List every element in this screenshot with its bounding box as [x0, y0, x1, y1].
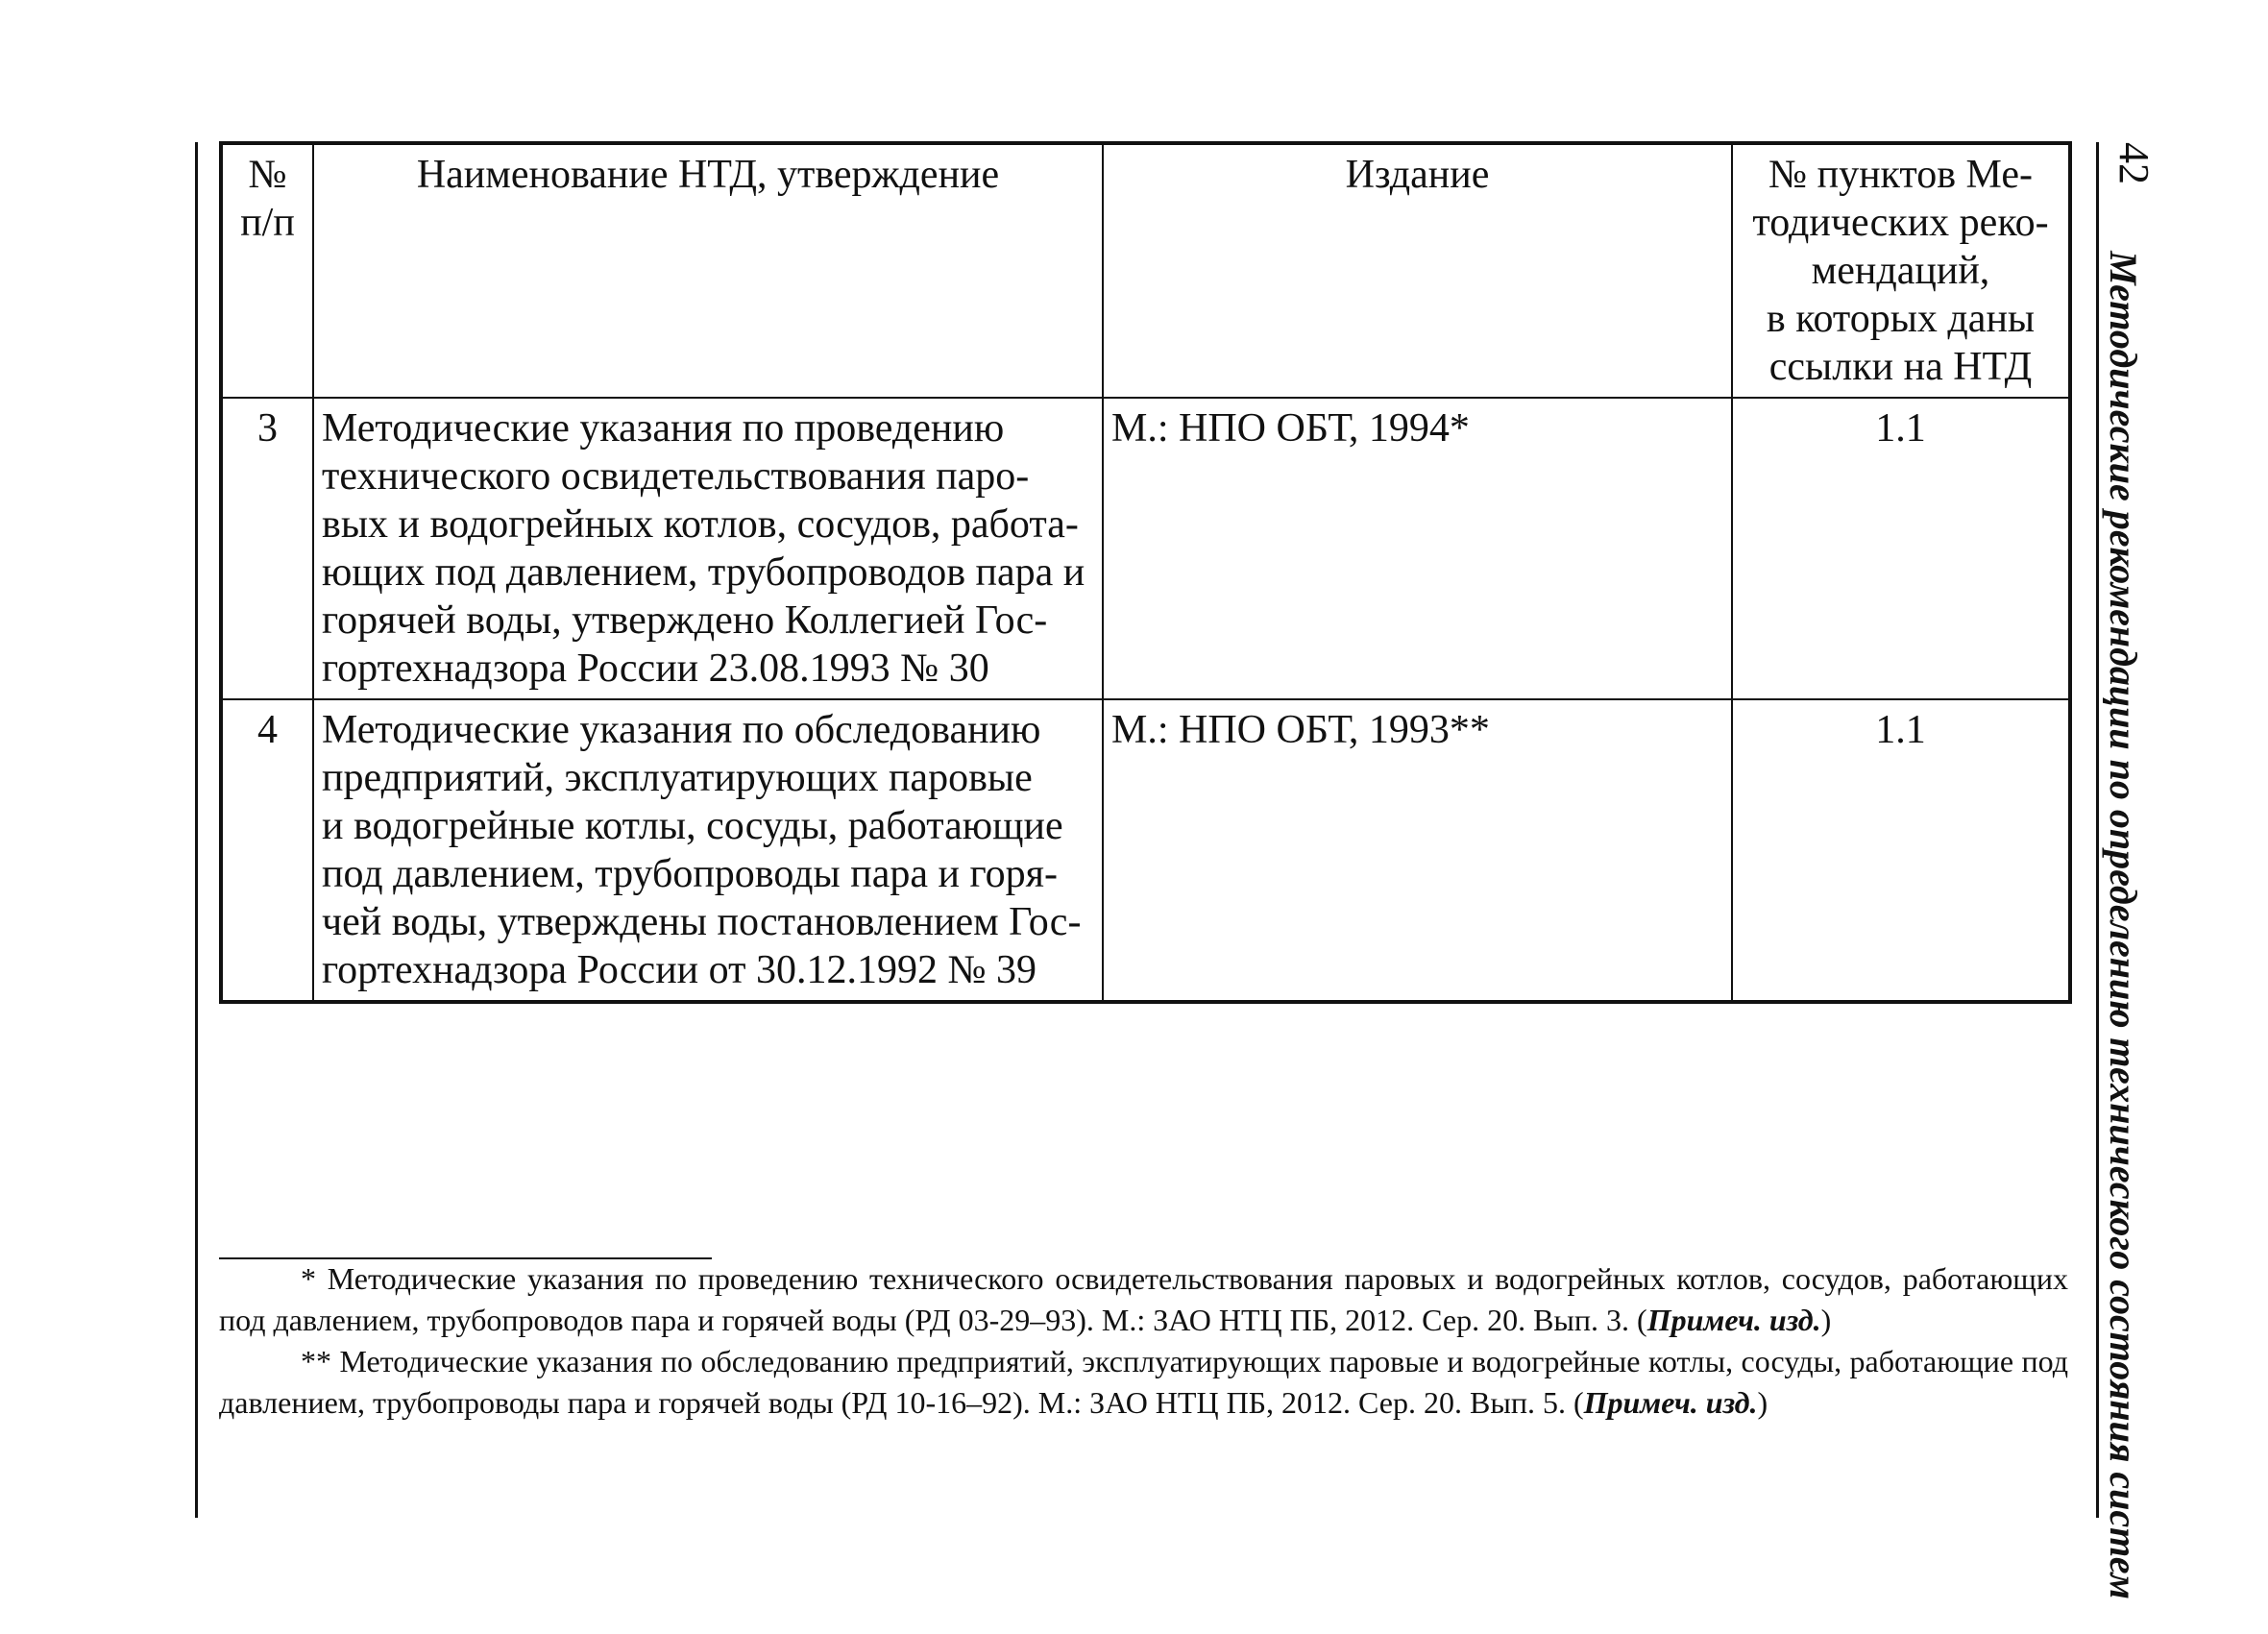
row-items: 1.1	[1732, 699, 2070, 1002]
table-row	[221, 699, 2070, 1002]
footnote-close: )	[1820, 1303, 1832, 1337]
footnote-close: )	[1757, 1385, 1768, 1420]
footnote-note: Примеч. изд.	[1646, 1303, 1821, 1337]
table-header-row	[221, 143, 2070, 398]
row-publication: М.: НПО ОБТ, 1993**	[1103, 699, 1732, 1002]
footnote-text: ** Методические указания по обследованию предприятий, эксплуатирующих паровые и водогрейные котлы, сосуды, работающие под давлением, трубопроводы пара и горячей воды (РД 10-16–92). М.: ЗАО НТЦ ПБ, 2012. Сер. 20. Вып. 5. (	[219, 1344, 2068, 1420]
row-name: Методические указания по проведению технического освидетельствования паро- вых и водогрейных котлов, сосудов, работа- ющих под давлением, трубопроводов пара и горячей воды, утверждено Коллегией Гос- гортехнадзора России 23.08.1993 № 30	[313, 398, 1103, 699]
footnote	[219, 1258, 2068, 1341]
header-num: № п/п	[221, 143, 313, 398]
row-num: 4	[221, 699, 313, 1002]
row-publication: М.: НПО ОБТ, 1994*	[1103, 398, 1732, 699]
footnote-note: Примеч. изд.	[1583, 1385, 1758, 1420]
table-row	[221, 398, 2070, 699]
row-num: 3	[221, 398, 313, 699]
left-margin-rule	[195, 142, 198, 1518]
header-publication: Издание	[1103, 143, 1732, 398]
footnotes	[219, 1258, 2068, 1424]
header-name: Наименование НТД, утверждение	[313, 143, 1103, 398]
row-items: 1.1	[1732, 398, 2070, 699]
row-name: Методические указания по обследованию предприятий, эксплуатирующих паровые и водогрейные котлы, сосуды, работающие под давлением, трубопроводы пара и горя- чей воды, утверждены постановлением Гос- гортехнадзора России от 30.12.1992 № 39	[313, 699, 1103, 1002]
header-items: № пунктов Ме- тодических реко- мендаций, в которых даны ссылки на НТД	[1732, 143, 2070, 398]
footnote-text: * Методические указания по проведению технического освидетельствования паровых и водогрейных котлов, сосудов, работающих под давлением, трубопроводов пара и горячей воды (РД 03-29–93). М.: ЗАО НТЦ ПБ, 2012. Сер. 20. Вып. 3. (	[219, 1261, 2068, 1337]
page-number: 42	[2110, 142, 2158, 184]
running-title: Методические рекомендации по определению технического состояния систем	[2102, 251, 2145, 1599]
footnote	[219, 1341, 2068, 1424]
ntd-table	[219, 141, 2072, 1004]
